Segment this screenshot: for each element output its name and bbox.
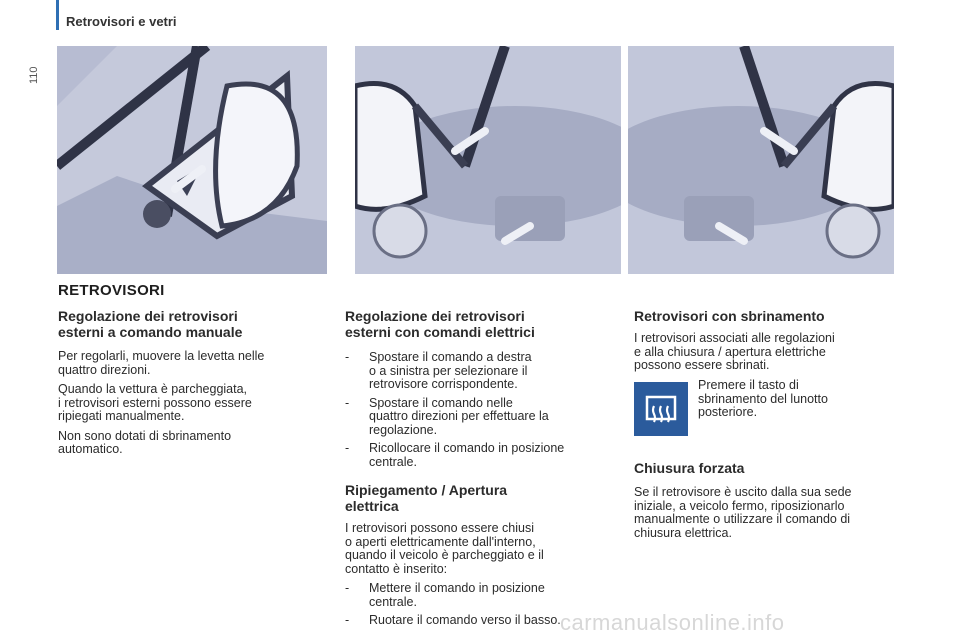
list-item: - Mettere il comando in posizione centrale. [345, 581, 545, 609]
list-item: - Spostare il comando nelle quattro direzioni per effettuare la regolazione. [345, 395, 549, 437]
col3-heading: Retrovisori con sbrinamento [634, 308, 825, 324]
header-accent-bar [56, 0, 59, 30]
column-electric [345, 308, 620, 628]
col1-paragraph-3: Non sono dotati di sbrinamento automatico. [58, 428, 232, 456]
col2-list [345, 351, 620, 469]
manual-mirror-illustration [57, 46, 327, 274]
col2-heading: Regolazione dei retrovisori esterni con comandi elettrici [345, 308, 535, 340]
main-heading: RETROVISORI [58, 282, 165, 299]
col2-subheading: Ripiegamento / Apertura elettrica [345, 482, 508, 514]
electric-mirror-right-illustration [628, 46, 894, 274]
list-item: - Ruotare il comando verso il basso. [345, 613, 561, 627]
col3-heading-2: Chiusura forzata [634, 460, 745, 476]
col3-paragraph-2: Se il retrovisore è uscito dalla sua sede iniziale, a veicolo fermo, riposizionarlo manualmente o utilizzare il comando di chiusura elettrica. [634, 485, 852, 540]
rear-defrost-icon [634, 382, 688, 436]
list-item: - Ricollocare il comando in posizione centrale. [345, 441, 565, 469]
col2-sub-paragraph: I retrovisori possono essere chiusi o aperti elettricamente dall'interno, quando il veicolo è parcheggiato e il contatto è inserito: [345, 521, 544, 576]
column-manual [58, 308, 328, 457]
footer-watermark: carmanualsonline.info [560, 610, 785, 635]
electric-mirror-left-illustration [355, 46, 621, 274]
list-item: - Spostare il comando a destra o a sinistra per selezionare il retrovisore corrispondente. [345, 350, 532, 391]
col1-heading: Regolazione dei retrovisori esterni a comando manuale [58, 308, 243, 340]
section-title: Retrovisori e vetri [66, 14, 177, 29]
col3-paragraph-1: I retrovisori associati alle regolazioni e alla chiusura / apertura elettriche possono essere sbrinati. [634, 331, 835, 372]
page-number: 110 [28, 66, 40, 84]
col1-paragraph-1: Per regolarli, muovere la levetta nelle quattro direzioni. [58, 349, 265, 377]
col1-paragraph-2: Quando la vettura è parcheggiata, i retrovisori esterni possono essere ripiegati manualmente. [58, 382, 252, 423]
defrost-instruction: Premere il tasto di sbrinamento del lunotto posteriore. [698, 378, 828, 419]
